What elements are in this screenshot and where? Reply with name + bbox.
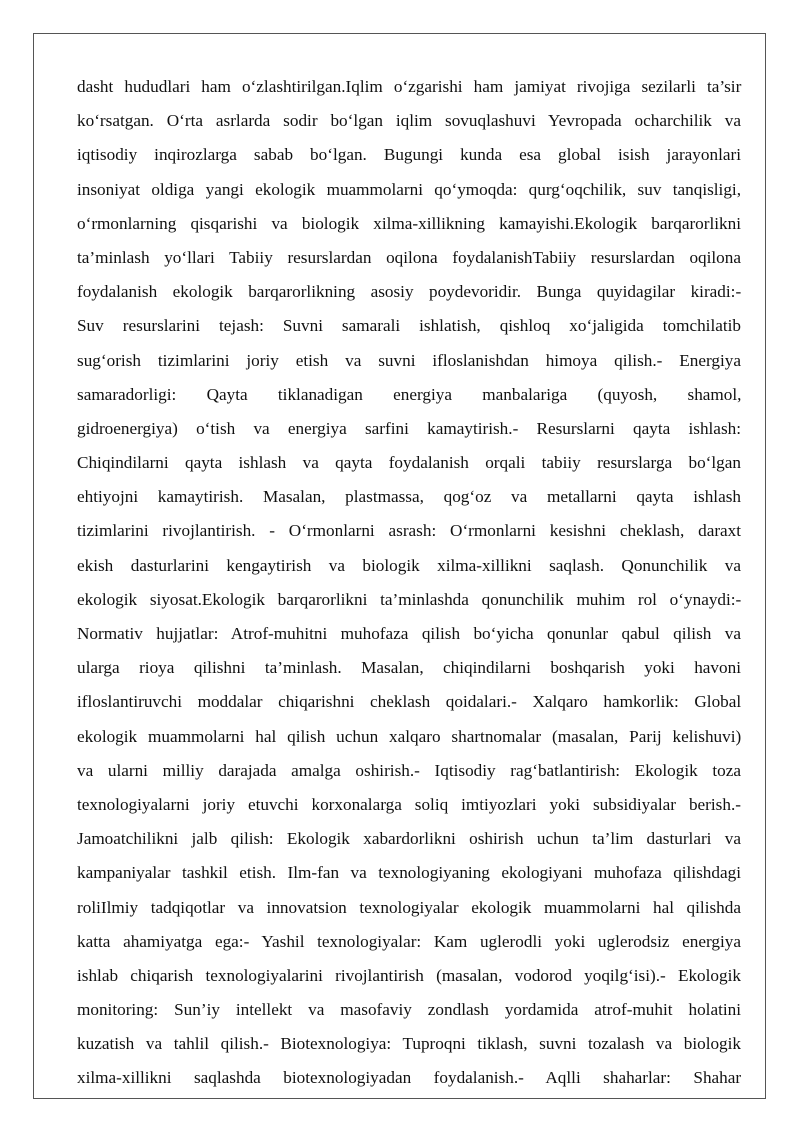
text-line: Suv resurslarini tejash: Suvni samarali ishlatish, qishloq xo‘jaligida tomchilatib — [77, 316, 741, 336]
text-line: monitoring: Sun’iy intellekt va masofaviy zondlash yordamida atrof-muhit holatini — [77, 1000, 741, 1020]
text-line: ishlab chiqarish texnologiyalarini rivojlantirish (masalan, vodorod yoqilg‘isi).- Ekologik — [77, 965, 741, 985]
text-line: iqtisodiy inqirozlarga sabab bo‘lgan. Bugungi kunda esa global isish jarayonlari — [77, 145, 741, 165]
text-line: texnologiyalarni joriy etuvchi korxonalarga soliq imtiyozlari yoki subsidiyalar berish.- — [77, 794, 741, 814]
text-line: ekish dasturlarini kengaytirish va biologik xilma-xillikni saqlash. Qonunchilik va — [77, 555, 741, 575]
text-line: ko‘rsatgan. O‘rta asrlarda sodir bo‘lgan iqlim sovuqlashuvi Yevropada ocharchilik va — [77, 111, 741, 131]
text-line: ifloslantiruvchi moddalar chiqarishni cheklash qoidalari.- Xalqaro hamkorlik: Global — [77, 692, 742, 712]
text-line: Normativ hujjatlar: Atrof-muhitni muhofaza qilish bo‘yicha qonunlar qabul qilish va — [77, 624, 741, 643]
text-line: kampaniyalar tashkil etish. Ilm-fan va texnologiyaning ekologiyani muhofaza qilishdagi — [77, 863, 741, 883]
text-line: sug‘orish tizimlarini joriy etish va suvni ifloslanishdan himoya qilish.- Energiya — [77, 350, 741, 370]
text-line: o‘rmonlarning qisqarishi va biologik xilma-xillikning kamayishi.Ekologik barqarorlikni — [77, 213, 741, 233]
text-line: katta ahamiyatga ega:- Yashil texnologiyalar: Kam uglerodli yoki uglerodsiz energiya — [77, 931, 741, 951]
text-line: ta’minlash yo‘llari Tabiiy resurslardan oqilona foydalanishTabiiy resurslardan oqilona — [77, 247, 741, 267]
text-line: gidroenergiya) o‘tish va energiya sarfini kamaytirish.- Resurslarni qayta ishlash: — [77, 418, 741, 438]
text-line: va ularni milliy darajada amalga oshirish.- Iqtisodiy rag‘batlantirish: Ekologik toza — [77, 760, 741, 780]
body-text — [77, 70, 741, 1096]
text-line: ekologik muammolarni hal qilish uchun xalqaro shartnomalar (masalan, Parij kelishuvi) — [77, 726, 742, 746]
text-line: samaradorligi: Qayta tiklanadigan energiya manbalariga (quyosh, shamol, — [77, 384, 742, 404]
text-line: insoniyat oldiga yangi ekologik muammolarni qo‘ymoqda: qurg‘oqchilik, suv tanqisligi, — [77, 179, 741, 199]
text-line: tizimlarini rivojlantirish. - O‘rmonlarni asrash: O‘rmonlarni kesishni cheklash, daraxt — [77, 521, 742, 541]
text-line: Chiqindilarni qayta ishlash va qayta foydalanish orqali tabiiy resurslarga bo‘lgan — [77, 453, 741, 473]
text-line: foydalanish ekologik barqarorlikning asosiy poydevoridir. Bunga quyidagilar kiradi:- — [77, 282, 742, 302]
text-line: xilma-xillikni saqlashda biotexnologiyadan foydalanish.- Aqlli shaharlar: Shahar — [77, 1068, 742, 1088]
text-line: kuzatish va tahlil qilish.- Biotexnologiya: Tuproqni tiklash, suvni tozalash va biologik — [77, 1034, 742, 1054]
text-line: Jamoatchilikni jalb qilish: Ekologik xabardorlikni oshirish uchun ta’lim dasturlari va — [77, 829, 741, 849]
text-line: dasht hududlari ham o‘zlashtirilgan.Iqlim o‘zgarishi ham jamiyat rivojiga sezilarli ta’sir — [77, 77, 742, 96]
text-line: ekologik siyosat.Ekologik barqarorlikni ta’minlashda qonunchilik muhim rol o‘ynaydi:- — [77, 589, 742, 609]
text-line: ehtiyojni kamaytirish. Masalan, plastmassa, qog‘oz va metallarni qayta ishlash — [77, 487, 741, 507]
text-line: roliIlmiy tadqiqotlar va innovatsion texnologiyalar ekologik muammolarni hal qilishda — [77, 897, 741, 917]
text-line: ularga rioya qilishni ta’minlash. Masalan, chiqindilarni boshqarish yoki havoni — [77, 658, 741, 678]
